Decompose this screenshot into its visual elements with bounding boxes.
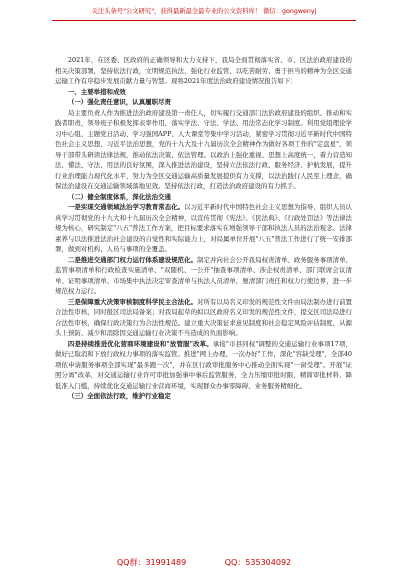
paragraph-lead: 三是保障重大决策审核制度科学民主合法化。 [67,297,198,306]
intro-paragraph: 2021年，在区委、区政府的正确领导和大力支持下，我局全面贯彻落实省、市、区法治政府建设的相关决策部署，坚持依法行政，文明规范执法，强化行业监管，以吃苦耐劳、勇于担当的精神为全区交通运输工作有序稳步发展贡献力量与智慧。现将2021年度法治政府建设情况报告如下： [55,56,352,85]
header-banner: 关注头条号"公文研究"，获得最新最全最专业的公文资料库！ 微信：gongwenyj [91,8,317,15]
subsection-heading-2: （二）健全制度体系，深化法治交通 [67,192,171,201]
paragraph-lead: 四是持续推进优化营商环境建设和"放管服"改革。 [67,339,213,348]
subsection-2-paragraph-2 [55,255,352,297]
subsection-1-paragraph: 局主要负责人作为推进法治政府建设第一责任人，切实履行交通部门法治政府建设的组织、推动和实践者职责，领导班子积极发挥表率作用，落实学法、守法、学法、用法常态化学习制度。利用党组理论学习中心组、主题党日活动、学习强国APP、人大课堂等集中学习活动，紧密学习贯彻习近平新时代中国特色社会主义思想、习近平法治思想，党的十九大及十九届历次全会精神作为做好各项工作的"定盘星"，领导干部带头研读法律法规，推动依法决策、依法管理。以政治上强化重视、思想上高度统一，着力营造知法、懂法、守法、用法的良好氛围，深入推进法治建设，坚持立法依法行政、服务经济、护航发展，提升行业治理能力现代化水平，努力为全区交通运输高质量发展提供有力支撑，以法治践行人民至上理念，确保法治建设在交通运输领域落地见效。坚持依法行政，打造法治政府建设的有力抓手。 [55,108,352,190]
paragraph-text: 制定并向社会公开我局权责清单、政务服务事项清单、监管事项清单和行政检查实施清单、"双随机、一公开"抽查事项清单、涉企权责清单、部门联席会议清单、证明事项清单、市场集中执法决定审查清单与执法人员清单，厘清部门责任和权力行使边界，进一步规范权力运行。 [55,255,352,295]
footer-qq: QQ：535304092 [224,558,292,567]
paragraph-text: 以习近平新时代中国特色社会主义思想为指导，组织人员认真学习贯彻党的十九大和十九届历次全会精神，以宣传贯彻《宪法》、《民法典》、《行政处罚法》等法律法规为核心，研究制定"八五"普法工作方案，把目标要求落实在增强领导干部和执法人员的法治观念、法律素养与以法推进法治社会建设的自觉性和实际能力上，对局属单位开展"八五"普法工作进行了统一安排部署，做到对机构、人员与事项的全覆盖。 [55,203,352,253]
section-heading-main-measures: 一、主要举措和成效 [67,87,126,96]
subsection-2-paragraph-4 [55,339,352,392]
paragraph-text: 承接"市县同权"调整的交通运输行业事项17项，做好已取消和下放行政权力事项的落实监管。推进"网上办理、一次办好"工作，深化"容缺受理"，全部40项依申请服务事项全部实现"最多跑一次"，并在区行政审批服务中心推动全面实现"一窗受理"。开展"证照分离"改革，对交通运输行业许可审批加强事中事后监管服务，全力压缩审批时限、精简审批材料、降低准入门槛，持续优化交通运输行业营商环境，实现群众办事零障碍、业务服务精细化。 [55,339,352,390]
paragraph-text: 对所有以局名义印发的规范性文件由局法制办进行前置合法性审核，同时报区司法局备案；对我局起草的拟以区政府名义印发的规范性文件，提交区司法局进行合法性审核，确保行政决策行为合法性规范。建立重大决策征求意见制度和社会稳定风险评估制度，从源头上预防、减少和消除因交通运输行业决策不当造成的负面影响。 [55,297,352,337]
subsection-heading-3: （三）全面依法行政，维护行业稳定 [67,392,171,400]
subsection-heading-1: （一）强化责任意识，认真履职尽责 [67,98,171,106]
subsection-2-paragraph-3 [55,297,352,339]
paragraph-lead: 二是推进交通部门权力运行体系建设规范化。 [67,255,198,264]
header-rule [52,20,356,21]
paragraph-lead: 一是实现交通领域法治学习教育常态化。 [67,203,185,211]
document-body [55,55,352,402]
subsection-2-paragraph-1 [55,202,352,255]
footer-contact [0,556,408,570]
footer-qq-group: QQ群：31991489 [116,558,187,567]
